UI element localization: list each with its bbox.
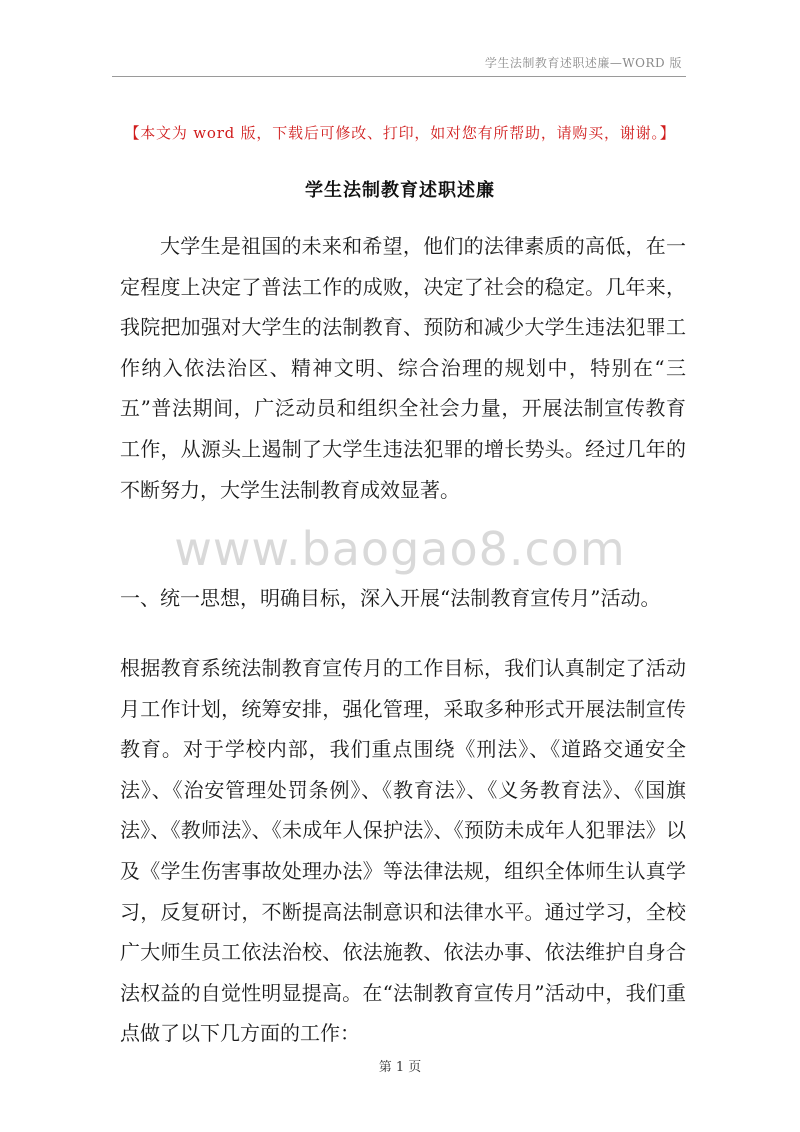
body-paragraph: 根据教育系统法制教育宣传月的工作目标，我们认真制定了活动月工作计划，统筹安排，强化管理，采取多种形式开展法制宣传教育。对于学校内部，我们重点围绕《刑法》、《道路交通安全法》、《治安管理处罚条例》、《教育法》、《义务教育法》、《国旗法》、《教师法》、《未成年人保护法》、《预防未成年人犯罪法》以及《学生伤害事故处理办法》等法律法规，组织全体师生认真学习，反复研讨，不断提高法制意识和法律水平。通过学习，全校广大师生员工依法治校、依法施教、依法办事、依法维护自身合法权益的自觉性明显提高。在“法制教育宣传月”活动中，我们重点做了以下几方面的工作： — [120, 656, 686, 1046]
section-heading: 一、统一思想，明确目标，深入开展“法制教育宣传月”活动。 — [120, 586, 661, 610]
watermark: www.baogao8.com — [174, 522, 626, 576]
intro-paragraph: 大学生是祖国的未来和希望，他们的法律素质的高低，在一定程度上决定了普法工作的成败，决定了社会的稳定。几年来，我院把加强对大学生的法制教育、预防和减少大学生违法犯罪工作纳入依法治区、精神文明、综合治理的规划中，特别在“三五”普法期间，广泛动员和组织全社会力量，开展法制宣传教育工作，从源头上遏制了大学生违法犯罪的增长势头。经过几年的不断努力，大学生法制教育成效显著。 — [120, 234, 686, 502]
running-header: 学生法制教育述职述廉—WORD 版 — [484, 56, 682, 70]
header-divider — [112, 76, 686, 77]
document-title: 学生法制教育述职述廉 — [305, 180, 495, 201]
download-notice: 【本文为 word 版，下载后可修改、打印，如对您有所帮助，请购买，谢谢。】 — [124, 124, 676, 142]
page-number: 第 1 页 — [378, 1060, 422, 1075]
